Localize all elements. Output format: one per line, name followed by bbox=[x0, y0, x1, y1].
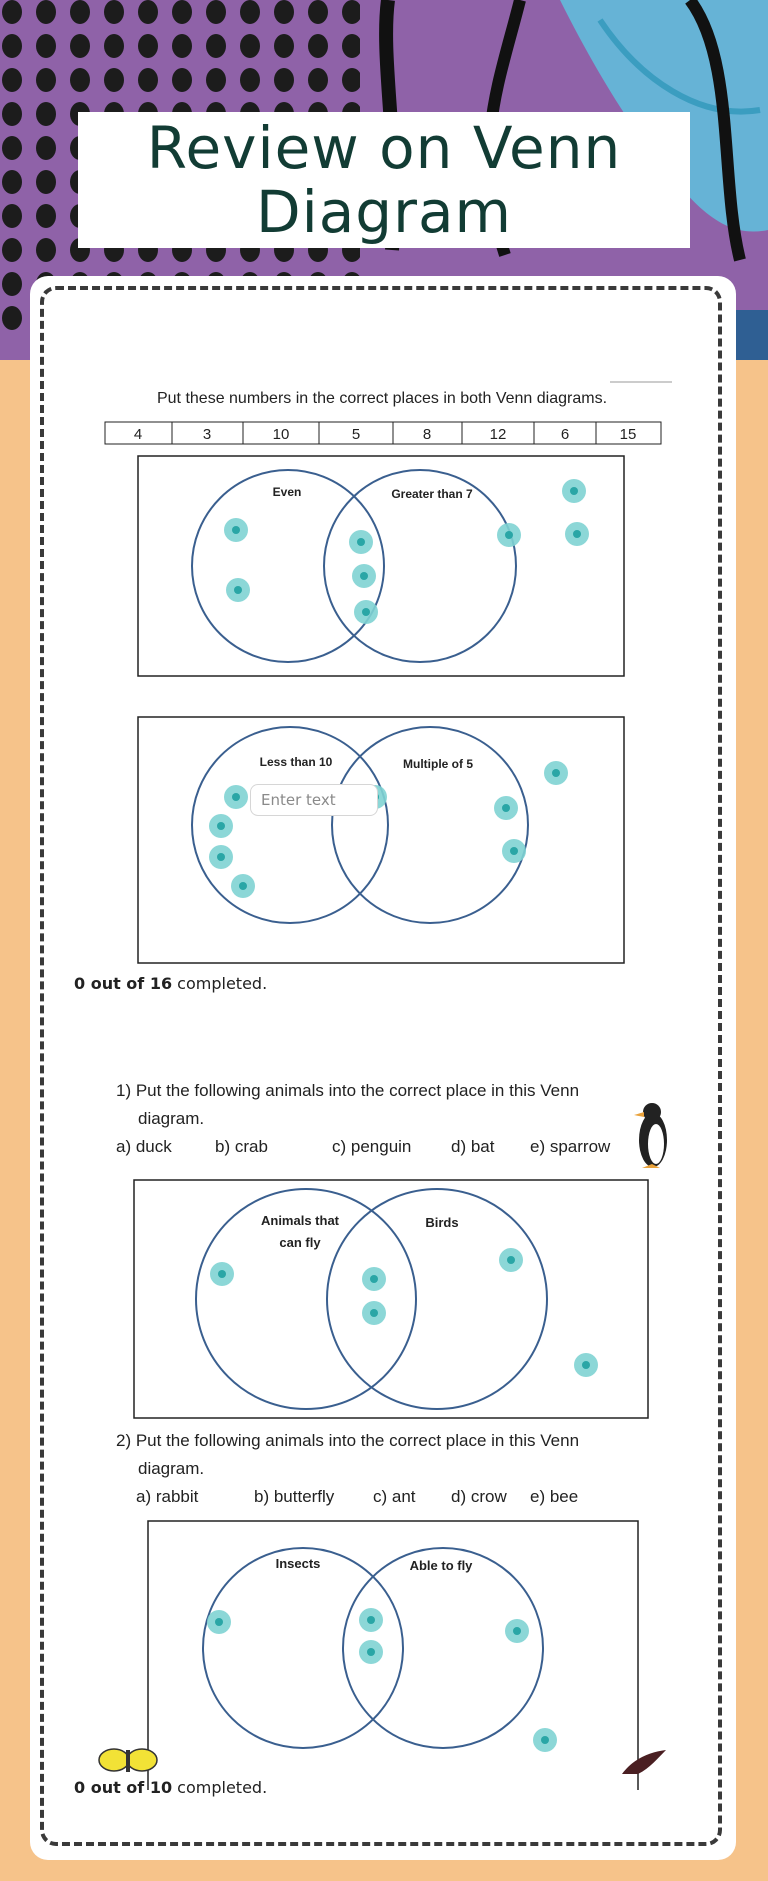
drop-zone[interactable] bbox=[362, 1301, 386, 1325]
q2-option: b) butterfly bbox=[254, 1487, 335, 1506]
drop-zone[interactable] bbox=[210, 1262, 234, 1286]
drop-zone[interactable] bbox=[207, 1610, 231, 1634]
drop-zone[interactable] bbox=[497, 523, 521, 547]
q2-option: d) crow bbox=[451, 1487, 507, 1506]
worksheet-2-progress bbox=[74, 1778, 267, 1797]
drop-zone[interactable] bbox=[224, 785, 248, 809]
q1-instruction-line1: 1) Put the following animals into the correct place in this Venn bbox=[116, 1081, 580, 1100]
drop-zone[interactable] bbox=[226, 578, 250, 602]
number-cell: 5 bbox=[351, 426, 361, 443]
progress-count: 0 out of 16 bbox=[74, 974, 173, 993]
venn-label-greater-than-7: Greater than 7 bbox=[391, 487, 473, 501]
venn-label-able-to-fly: Able to fly bbox=[409, 1558, 473, 1573]
progress-suffix: completed. bbox=[172, 974, 268, 993]
q2-option: e) bee bbox=[530, 1487, 579, 1506]
progress-suffix: completed. bbox=[172, 1778, 268, 1797]
drop-zone[interactable] bbox=[544, 761, 568, 785]
drop-zone[interactable] bbox=[574, 1353, 598, 1377]
q1-instruction-line2: diagram. bbox=[138, 1109, 205, 1128]
q2-option: a) rabbit bbox=[136, 1487, 199, 1506]
drop-zone[interactable] bbox=[349, 530, 373, 554]
q1-option: b) crab bbox=[215, 1137, 268, 1156]
q2-instruction-line2: diagram. bbox=[138, 1459, 205, 1478]
drop-zone[interactable] bbox=[354, 600, 378, 624]
number-cell: 6 bbox=[560, 426, 570, 443]
venn-label-insects: Insects bbox=[275, 1556, 321, 1571]
venn-label-animals-that-can-fly: Animals that bbox=[260, 1213, 340, 1228]
venn-label-animals-that-can-fly-2: can fly bbox=[279, 1235, 321, 1250]
venn-label-birds: Birds bbox=[425, 1215, 459, 1230]
drop-zone[interactable] bbox=[562, 479, 586, 503]
number-cell: 3 bbox=[202, 426, 212, 443]
q1-option: d) bat bbox=[451, 1137, 495, 1156]
q1-option: a) duck bbox=[116, 1137, 172, 1156]
number-cell: 10 bbox=[272, 426, 290, 443]
drop-zone[interactable] bbox=[533, 1728, 557, 1752]
drop-zone[interactable] bbox=[565, 522, 589, 546]
drop-zone[interactable] bbox=[494, 796, 518, 820]
venn-label-even: Even bbox=[272, 485, 302, 499]
worksheet-1-progress bbox=[74, 974, 267, 993]
drop-zone[interactable] bbox=[359, 1640, 383, 1664]
number-cell: 8 bbox=[422, 426, 432, 443]
q1-option: c) penguin bbox=[332, 1137, 412, 1156]
page-title: Review on Venn Diagram bbox=[146, 114, 622, 246]
number-cell: 4 bbox=[133, 426, 143, 443]
drop-zone[interactable] bbox=[502, 839, 526, 863]
drop-zone[interactable] bbox=[209, 814, 233, 838]
drop-zone[interactable] bbox=[231, 874, 255, 898]
drop-zone[interactable] bbox=[359, 1608, 383, 1632]
answer-input-box[interactable] bbox=[250, 784, 378, 816]
drop-zone[interactable] bbox=[352, 564, 376, 588]
q1-option: e) sparrow bbox=[530, 1137, 611, 1156]
answer-input[interactable] bbox=[251, 785, 377, 815]
worksheet-2-drop-zones bbox=[0, 1000, 768, 1800]
number-cell: 15 bbox=[619, 426, 637, 443]
progress-count: 0 out of 10 bbox=[74, 1778, 173, 1797]
venn-label-less-than-10: Less than 10 bbox=[259, 755, 333, 769]
q2-option: c) ant bbox=[373, 1487, 416, 1506]
drop-zone[interactable] bbox=[505, 1619, 529, 1643]
drop-zone[interactable] bbox=[224, 518, 248, 542]
drop-zone[interactable] bbox=[209, 845, 233, 869]
q2-instruction-line1: 2) Put the following animals into the correct place in this Venn bbox=[116, 1431, 580, 1450]
worksheet-1-instruction: Put these numbers in the correct places in both Venn diagrams. bbox=[156, 390, 608, 407]
drop-zone[interactable] bbox=[362, 1267, 386, 1291]
number-cell: 12 bbox=[489, 426, 507, 443]
drop-zone[interactable] bbox=[499, 1248, 523, 1272]
venn-label-multiple-of-5: Multiple of 5 bbox=[403, 757, 473, 771]
